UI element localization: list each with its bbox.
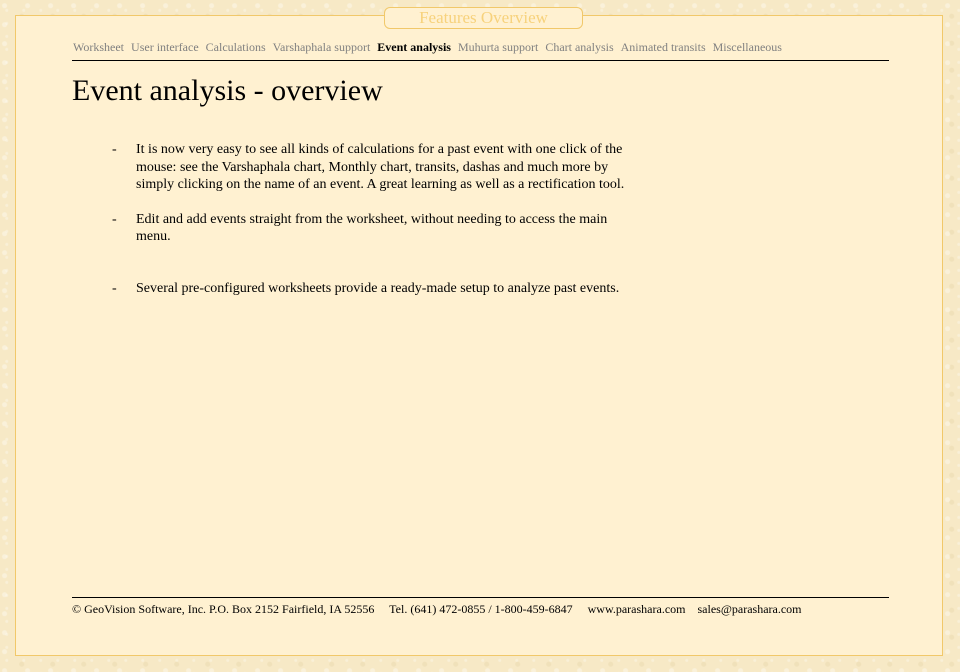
- bullet-dash: -: [112, 211, 117, 227]
- feature-item: [112, 211, 632, 246]
- nav-link-worksheet[interactable]: Worksheet: [73, 40, 125, 54]
- bullet-dash: -: [112, 280, 117, 296]
- footer: [72, 602, 814, 617]
- nav-link-calculations[interactable]: Calculations: [205, 40, 266, 54]
- features-overview-title: Features Overview: [384, 7, 583, 29]
- section-nav: [73, 40, 789, 54]
- feature-text: It is now very easy to see all kinds of calculations for a past event with one click of the mouse: see the Varshaphala chart, Monthly chart, transits, dashas and much more by simply clicking on the name of an event. A great learning as well as a rectification tool.: [136, 142, 625, 192]
- nav-link-animated-transits[interactable]: Animated transits: [620, 40, 706, 54]
- nav-link-event-analysis[interactable]: Event analysis: [377, 40, 451, 54]
- feature-item: [112, 141, 632, 194]
- feature-text: Several pre-configured worksheets provide a ready-made setup to analyze past events.: [136, 280, 620, 296]
- nav-link-user-interface[interactable]: User interface: [131, 40, 199, 54]
- nav-link-varshaphala-support[interactable]: Varshaphala support: [272, 40, 371, 54]
- content-panel: [15, 15, 943, 656]
- nav-link-chart-analysis[interactable]: Chart analysis: [545, 40, 614, 54]
- footer-website-link[interactable]: www.parashara.com: [587, 602, 686, 616]
- footer-divider: [72, 597, 889, 598]
- footer-copyright: © GeoVision Software, Inc. P.O. Box 2152 Fairfield, IA 52556: [72, 602, 375, 616]
- page-title: Event analysis - overview: [72, 74, 383, 107]
- footer-email-link[interactable]: sales@parashara.com: [697, 602, 802, 616]
- bullet-dash: -: [112, 142, 117, 157]
- footer-phone: Tel. (641) 472-0855 / 1-800-459-6847: [389, 602, 573, 616]
- nav-divider: [72, 60, 889, 61]
- nav-link-miscellaneous[interactable]: Miscellaneous: [712, 40, 782, 54]
- feature-text: Edit and add events straight from the worksheet, without needing to access the main menu.: [136, 211, 608, 244]
- nav-link-muhurta-support[interactable]: Muhurta support: [457, 40, 539, 54]
- feature-item: [112, 280, 632, 298]
- feature-list: [112, 141, 632, 297]
